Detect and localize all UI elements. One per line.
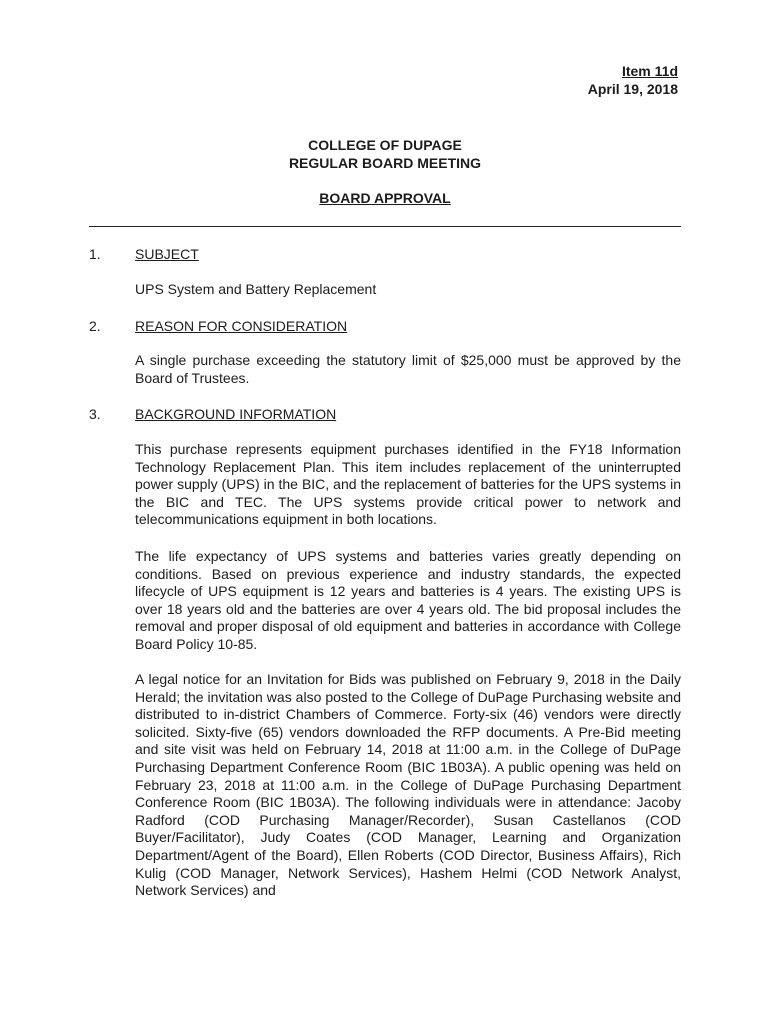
header-divider: [89, 226, 681, 227]
background-paragraph: The life expectancy of UPS systems and batteries varies greatly depending on conditions. Based on previous experience and industry standards, the expected lifecycle of UPS equipment is 12 years and batteries is 4 years. The existing UPS is over 18 years old and the batteries are over 4 years old. The bid proposal includes the removal and proper disposal of old equipment and batteries in accordance with College Board Policy 10-85.: [135, 548, 681, 652]
section-heading-reason: REASON FOR CONSIDERATION: [135, 318, 348, 334]
background-paragraph: This purchase represents equipment purchases identified in the FY18 Information Technology Replacement Plan. This item includes replacement of the uninterrupted power supply (UPS) in the BIC, and the replacement of batteries for the UPS systems in the BIC and TEC. The UPS systems provide critical power to network and telecommunications equipment in both locations.: [135, 441, 681, 528]
section-number-subject: 1.: [89, 246, 101, 262]
section-number-background: 3.: [89, 406, 101, 422]
meeting-title: REGULAR BOARD MEETING: [288, 155, 482, 171]
approval-title: BOARD APPROVAL: [319, 190, 451, 206]
subject-paragraph: UPS System and Battery Replacement: [135, 281, 377, 297]
item-date: April 19, 2018: [587, 81, 678, 97]
org-title: COLLEGE OF DUPAGE: [308, 137, 462, 153]
reason-paragraph: A single purchase exceeding the statutory limit of $25,000 must be approved by the Board of Trustees.: [135, 352, 681, 386]
section-heading-background: BACKGROUND INFORMATION: [135, 406, 337, 422]
item-header: [588, 62, 678, 98]
section-number-reason: 2.: [89, 318, 101, 334]
background-paragraph: A legal notice for an Invitation for Bids was published on February 9, 2018 in the Daily Herald; the invitation was also posted to the College of DuPage Purchasing website and distributed to in-district Chambers of Commerce. Forty-six (46) vendors were directly solicited. Sixty-five (65) vendors downloaded the RFP documents. A Pre-Bid meeting and site visit was held on February 14, 2018 at 11:00 a.m. in the College of DuPage Purchasing Department Conference Room (BIC 1B03A). A public opening was held on February 23, 2018 at 11:00 a.m. in the College of DuPage Purchasing Department Conference Room (BIC 1B03A). The following individuals were in attendance: Jacoby Radford (COD Purchasing Manager/Recorder), Susan Castellanos (COD Buyer/Facilitator), Judy Coates (COD Manager, Learning and Organization Department/Agent of the Board), Ellen Roberts (COD Director, Business Affairs), Rich Kulig (COD Manager, Network Services), Hashem Helmi (COD Network Analyst, Network Services) and: [135, 671, 681, 899]
section-heading-subject: SUBJECT: [135, 246, 199, 262]
item-number: Item 11d: [621, 63, 678, 79]
